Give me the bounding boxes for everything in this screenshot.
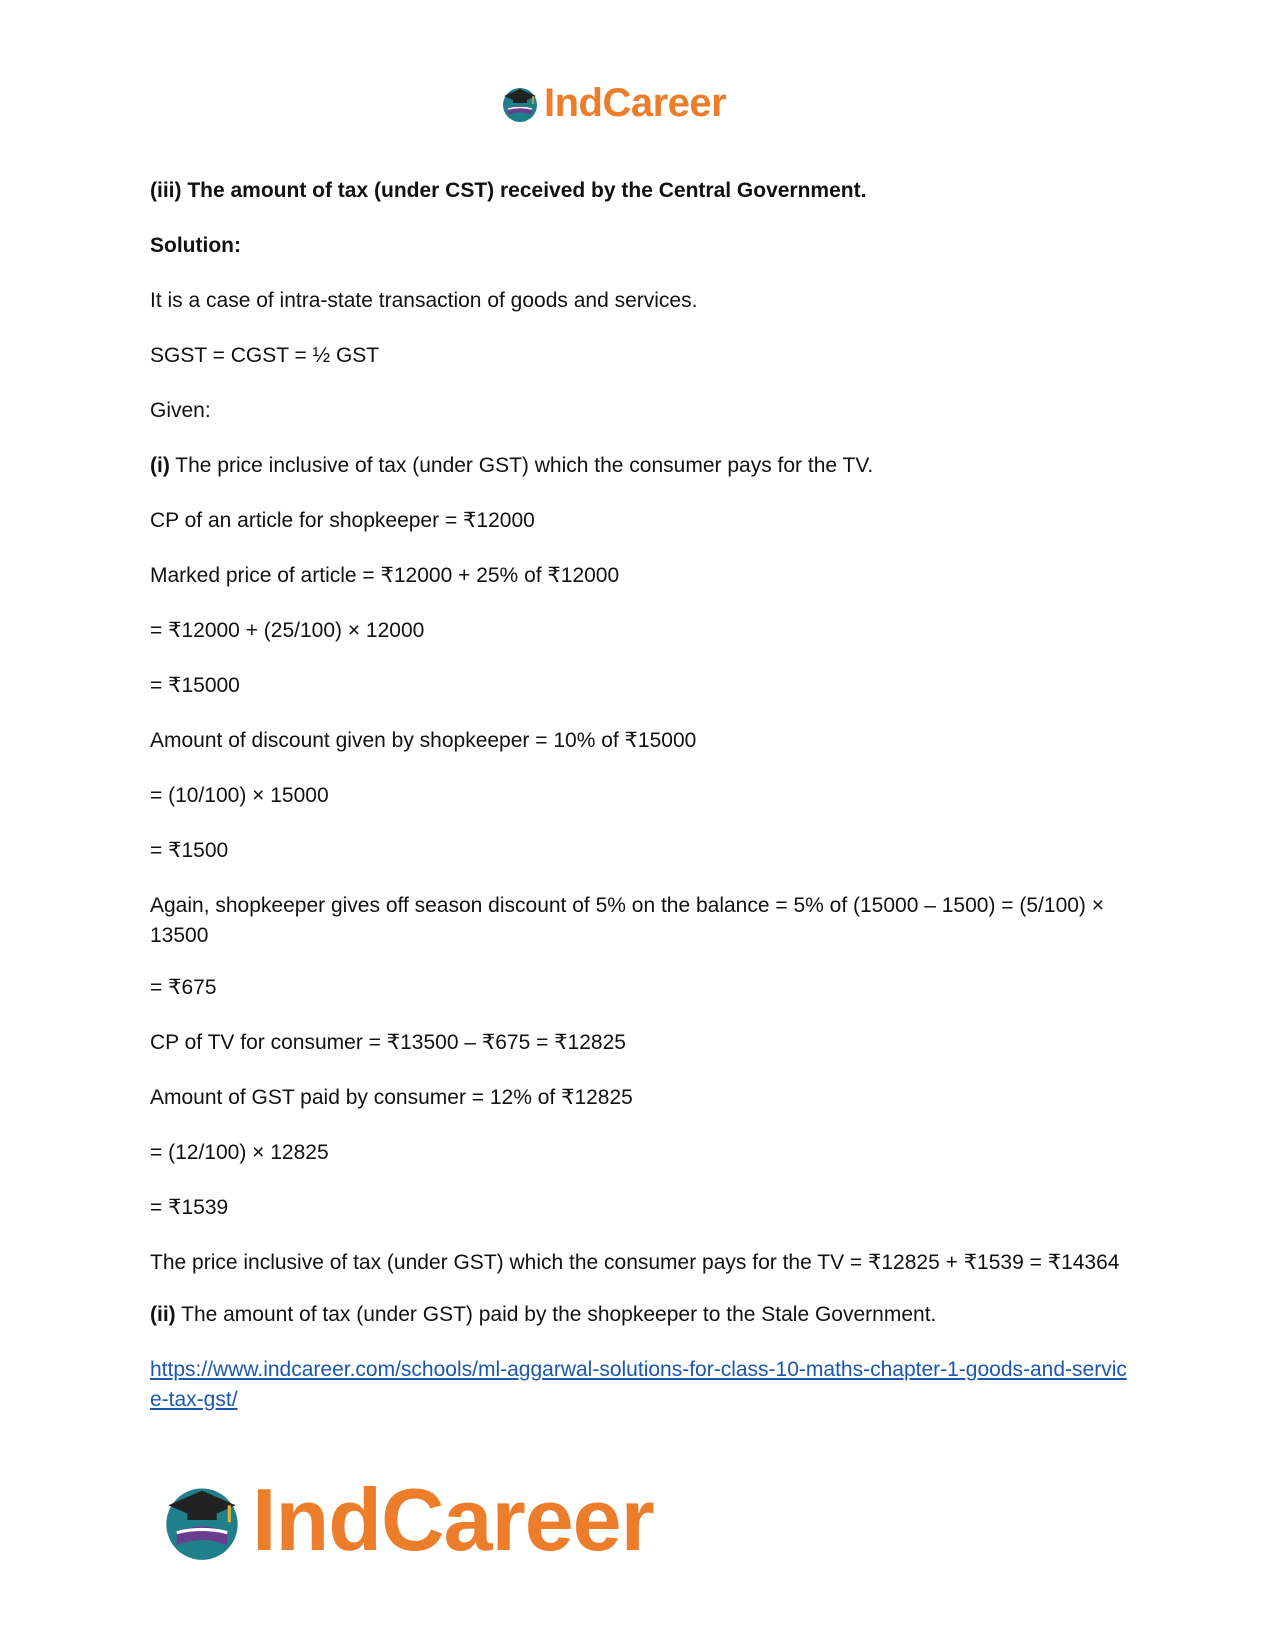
calc-line: = ₹12000 + (25/100) × 12000 <box>150 619 425 642</box>
calc-line: = ₹675 <box>150 976 217 999</box>
intro-text: It is a case of intra-state transaction of goods and services. <box>150 289 698 312</box>
given-label: Given: <box>150 399 211 422</box>
part-i-marker: (i) <box>150 454 170 477</box>
calc-line: Marked price of article = ₹12000 + 25% of ₹12000 <box>150 564 620 587</box>
solution-label: Solution: <box>150 234 241 257</box>
calc-line: = (12/100) × 12825 <box>150 1141 329 1164</box>
gst-relation: SGST = CGST = ½ GST <box>150 344 380 367</box>
calc-line: CP of an article for shopkeeper = ₹12000 <box>150 509 535 532</box>
part-ii-marker: (ii) <box>150 1303 176 1326</box>
calc-line: Amount of discount given by shopkeeper = 10% of ₹15000 <box>150 729 697 752</box>
calc-line: = ₹1500 <box>150 839 229 862</box>
calc-line: CP of TV for consumer = ₹13500 – ₹675 = ₹12825 <box>150 1031 626 1054</box>
header-logo <box>500 80 726 126</box>
calc-line: = ₹15000 <box>150 674 240 697</box>
part-ii-text: The amount of tax (under GST) paid by the shopkeeper to the Stale Government. <box>175 1303 937 1326</box>
question-heading: (iii) The amount of tax (under CST) received by the Central Government. <box>150 179 867 202</box>
footer-logo <box>160 1470 654 1570</box>
logo-wordmark: IndCareer <box>252 1470 654 1569</box>
graduation-globe-icon <box>160 1478 244 1562</box>
calc-line: = ₹1539 <box>150 1196 229 1219</box>
source-link[interactable]: https://www.indcareer.com/schools/ml-aggarwal-solutions-for-class-10-maths-chapter-1-goods-and-service-tax-gst/ <box>150 1358 1127 1411</box>
graduation-globe-icon <box>500 83 540 123</box>
calc-line: = (10/100) × 15000 <box>150 784 329 807</box>
part-i-statement <box>150 451 1130 481</box>
part-i-text: The price inclusive of tax (under GST) which the consumer pays for the TV. <box>169 454 874 477</box>
solution-content <box>150 176 1130 1440</box>
part-ii-statement <box>150 1300 1130 1330</box>
calc-line: Again, shopkeeper gives off season discount of 5% on the balance = 5% of (15000 – 1500) = (5/100) × 13500 <box>150 894 1105 947</box>
calc-line: Amount of GST paid by consumer = 12% of ₹12825 <box>150 1086 633 1109</box>
calc-line: The price inclusive of tax (under GST) which the consumer pays for the TV = ₹12825 + ₹1539 = ₹14364 <box>150 1251 1120 1274</box>
logo-wordmark: IndCareer <box>544 80 727 125</box>
